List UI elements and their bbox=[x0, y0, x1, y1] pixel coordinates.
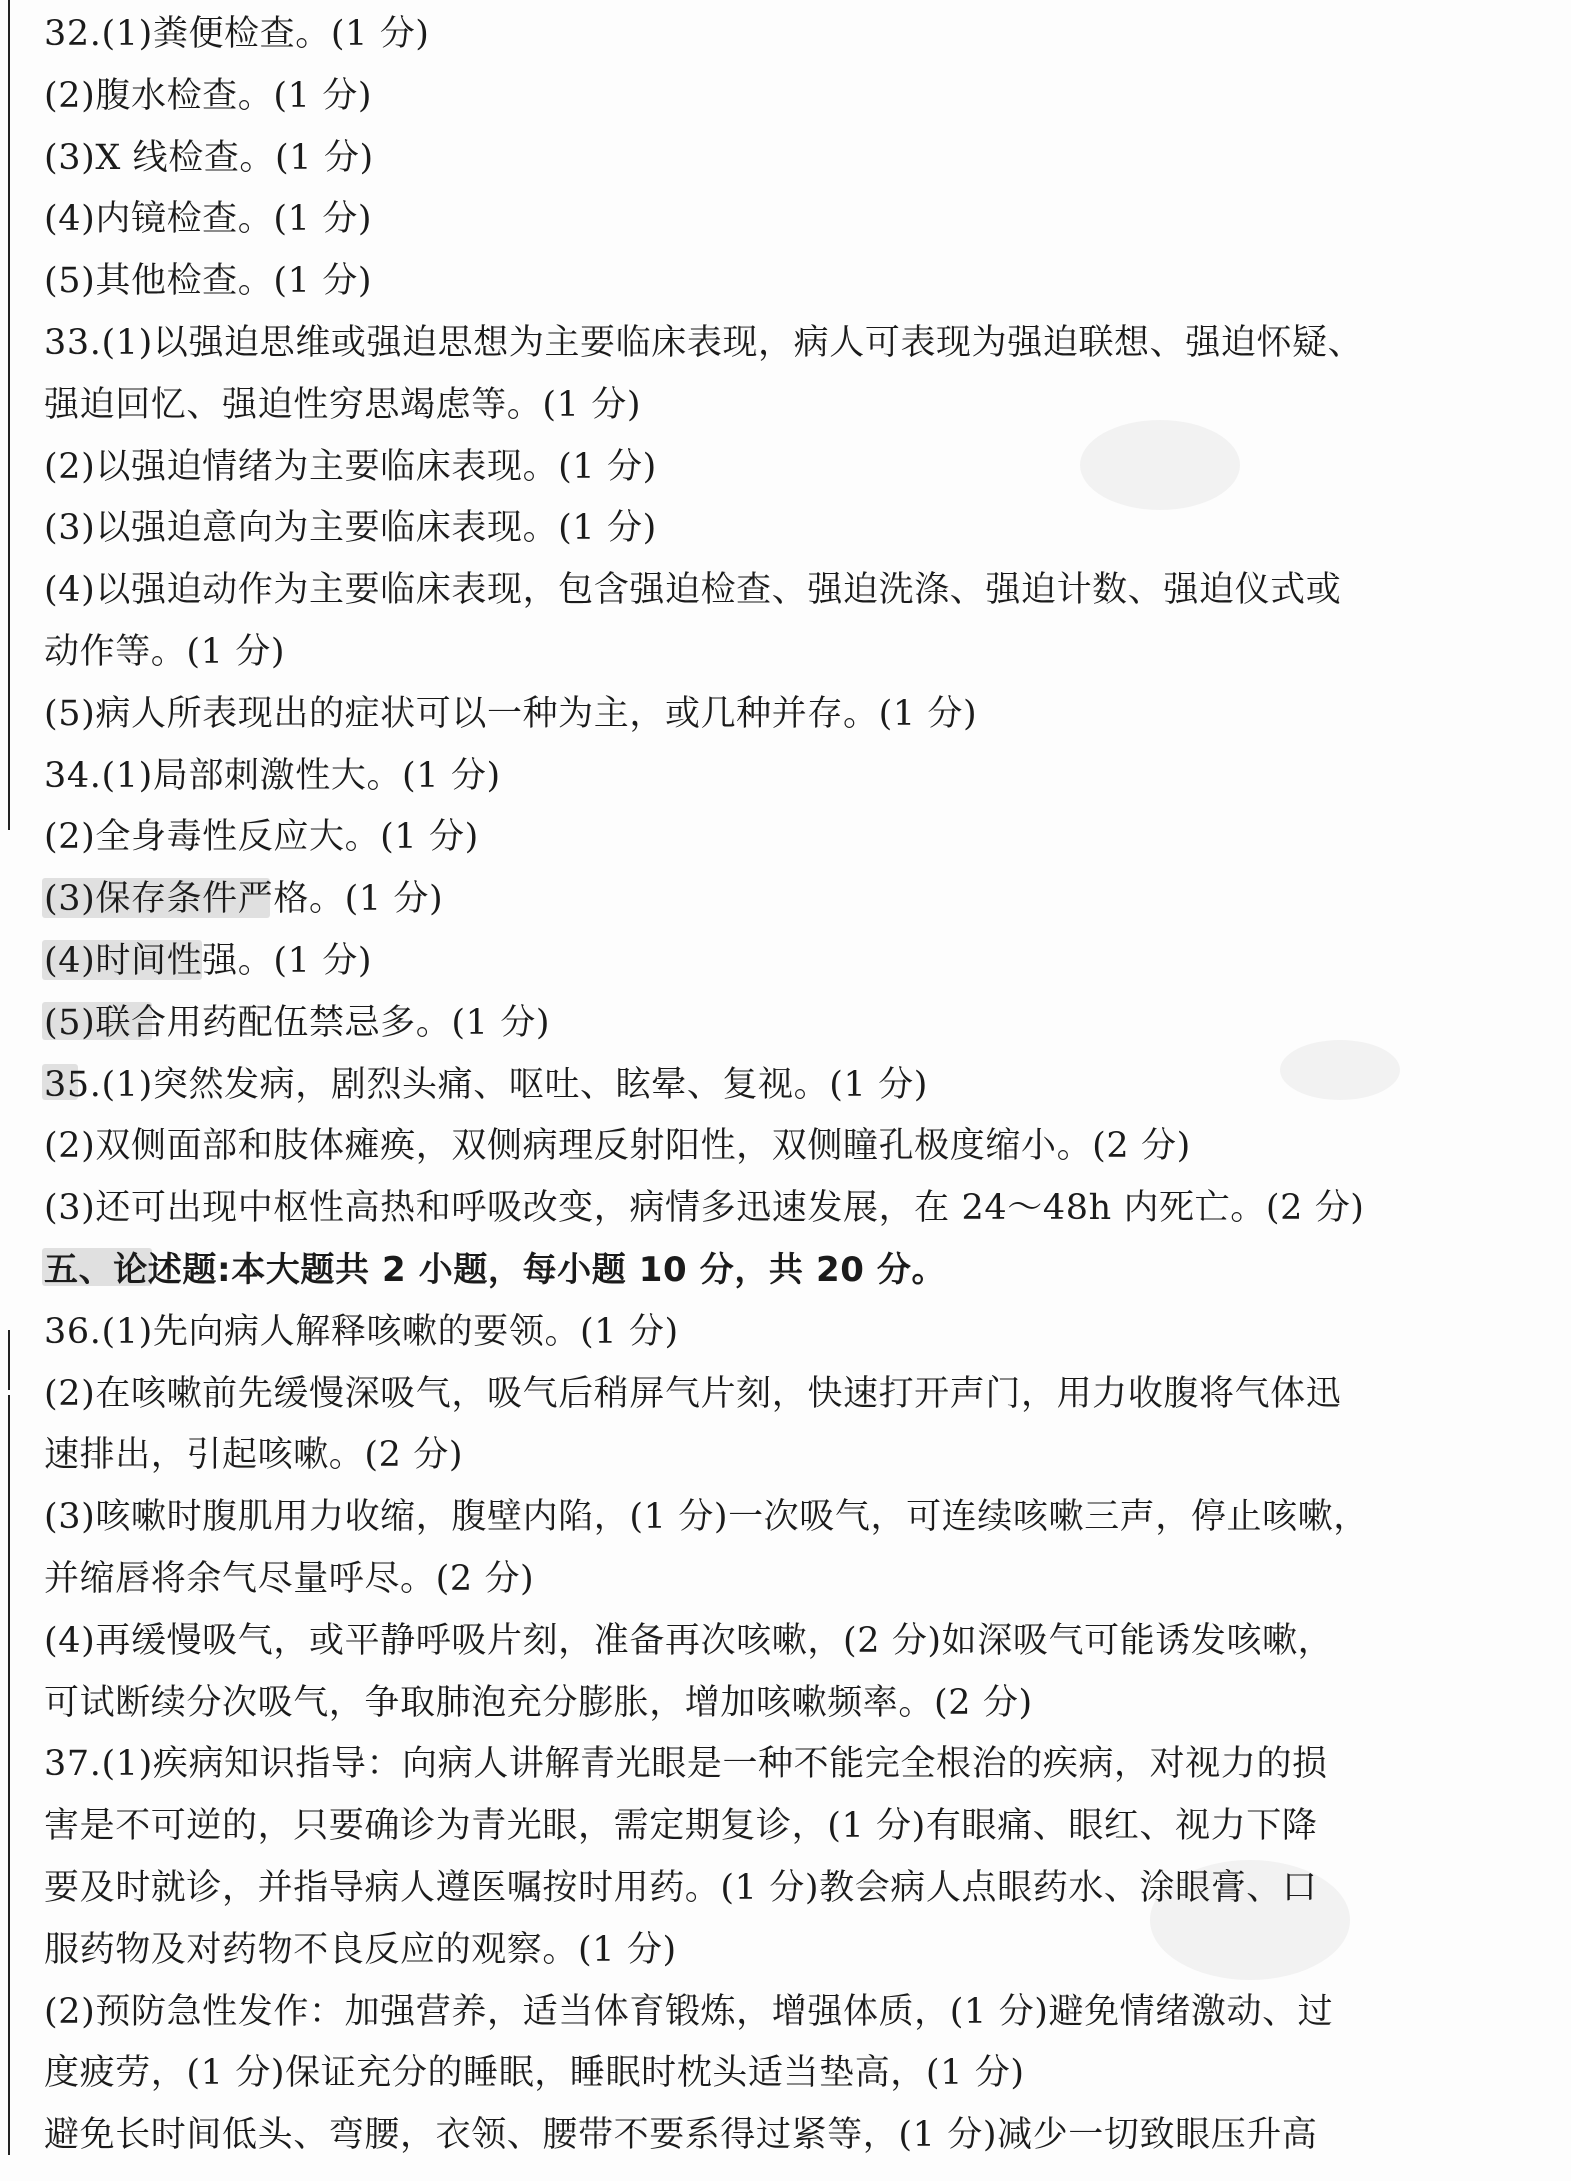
answer-text-body bbox=[44, 4, 1524, 2167]
answer-line: (2)在咳嗽前先缓慢深吸气，吸气后稍屏气片刻，快速打开声门，用力收腹将气体迅 bbox=[44, 1373, 1342, 1414]
answer-line: (2)预防急性发作：加强营养，适当体育锻炼，增强体质，(1 分)避免情绪激动、过 bbox=[44, 1991, 1334, 2032]
answer-line: 37.(1)疾病知识指导：向病人讲解青光眼是一种不能完全根治的疾病，对视力的损 bbox=[44, 1744, 1328, 1785]
answer-line: (5)病人所表现出的症状可以一种为主，或几种并存。(1 分) bbox=[44, 693, 978, 734]
answer-line: 度疲劳，(1 分)保证充分的睡眠，睡眠时枕头适当垫高，(1 分) bbox=[44, 2053, 1025, 2094]
margin-line bbox=[8, 0, 10, 830]
answer-line: 动作等。(1 分) bbox=[44, 631, 286, 672]
answer-line: (5)其他检查。(1 分) bbox=[44, 261, 373, 302]
section-heading: 五、论述题:本大题共 2 小题，每小题 10 分，共 20 分。 bbox=[44, 1249, 947, 1290]
answer-line: 害是不可逆的，只要确诊为青光眼，需定期复诊，(1 分)有眼痛、眼红、视力下降 bbox=[44, 1806, 1318, 1847]
margin-line bbox=[8, 1330, 10, 1390]
answer-line: (3)还可出现中枢性高热和呼吸改变，病情多迅速发展，在 24～48h 内死亡。(2 分) bbox=[44, 1188, 1365, 1229]
answer-line: (2)双侧面部和肢体瘫痪，双侧病理反射阳性，双侧瞳孔极度缩小。(2 分) bbox=[44, 1126, 1191, 1167]
answer-line: (3)保存条件严格。(1 分) bbox=[44, 879, 444, 920]
answer-line: (4)以强迫动作为主要临床表现，包含强迫检查、强迫洗涤、强迫计数、强迫仪式或 bbox=[44, 570, 1342, 611]
margin-line bbox=[8, 1395, 10, 2155]
answer-line: (2)腹水检查。(1 分) bbox=[44, 75, 373, 116]
answer-line: 可试断续分次吸气，争取肺泡充分膨胀，增加咳嗽频率。(2 分) bbox=[44, 1682, 1033, 1723]
answer-line: 强迫回忆、强迫性穷思竭虑等。(1 分) bbox=[44, 384, 642, 425]
answer-line: (2)全身毒性反应大。(1 分) bbox=[44, 817, 479, 858]
answer-line: 35.(1)突然发病，剧烈头痛、呕吐、眩晕、复视。(1 分) bbox=[44, 1064, 928, 1105]
answer-line: 34.(1)局部刺激性大。(1 分) bbox=[44, 755, 501, 796]
answer-line: (4)时间性强。(1 分) bbox=[44, 940, 373, 981]
answer-line: 36.(1)先向病人解释咳嗽的要领。(1 分) bbox=[44, 1311, 679, 1352]
answer-line: (4)内镜检查。(1 分) bbox=[44, 199, 373, 240]
answer-line: (4)再缓慢吸气，或平静呼吸片刻，准备再次咳嗽，(2 分)如深吸气可能诱发咳嗽， bbox=[44, 1620, 1334, 1661]
answer-line: (2)以强迫情绪为主要临床表现。(1 分) bbox=[44, 446, 657, 487]
answer-line: 并缩唇将余气尽量呼尽。(2 分) bbox=[44, 1558, 535, 1599]
answer-line: (3)咳嗽时腹肌用力收缩，腹壁内陷，(1 分)一次吸气，可连续咳嗽三声，停止咳嗽， bbox=[44, 1497, 1369, 1538]
answer-line: (5)联合用药配伍禁忌多。(1 分) bbox=[44, 1002, 551, 1043]
answer-line: 33.(1)以强迫思维或强迫思想为主要临床表现，病人可表现为强迫联想、强迫怀疑、 bbox=[44, 322, 1364, 363]
answer-line: (3)以强迫意向为主要临床表现。(1 分) bbox=[44, 508, 657, 549]
answer-line: 服药物及对药物不良反应的观察。(1 分) bbox=[44, 1929, 677, 1970]
answer-line: (3)X 线检查。(1 分) bbox=[44, 137, 374, 178]
answer-line: 要及时就诊，并指导病人遵医嘱按时用药。(1 分)教会病人点眼药水、涂眼膏、口 bbox=[44, 1867, 1318, 1908]
answer-line: 32.(1)粪便检查。(1 分) bbox=[44, 14, 430, 54]
answer-line: 避免长时间低头、弯腰，衣领、腰带不要系得过紧等，(1 分)减少一切致眼压升高 bbox=[44, 2115, 1318, 2156]
answer-line: 速排出，引起咳嗽。(2 分) bbox=[44, 1435, 464, 1476]
